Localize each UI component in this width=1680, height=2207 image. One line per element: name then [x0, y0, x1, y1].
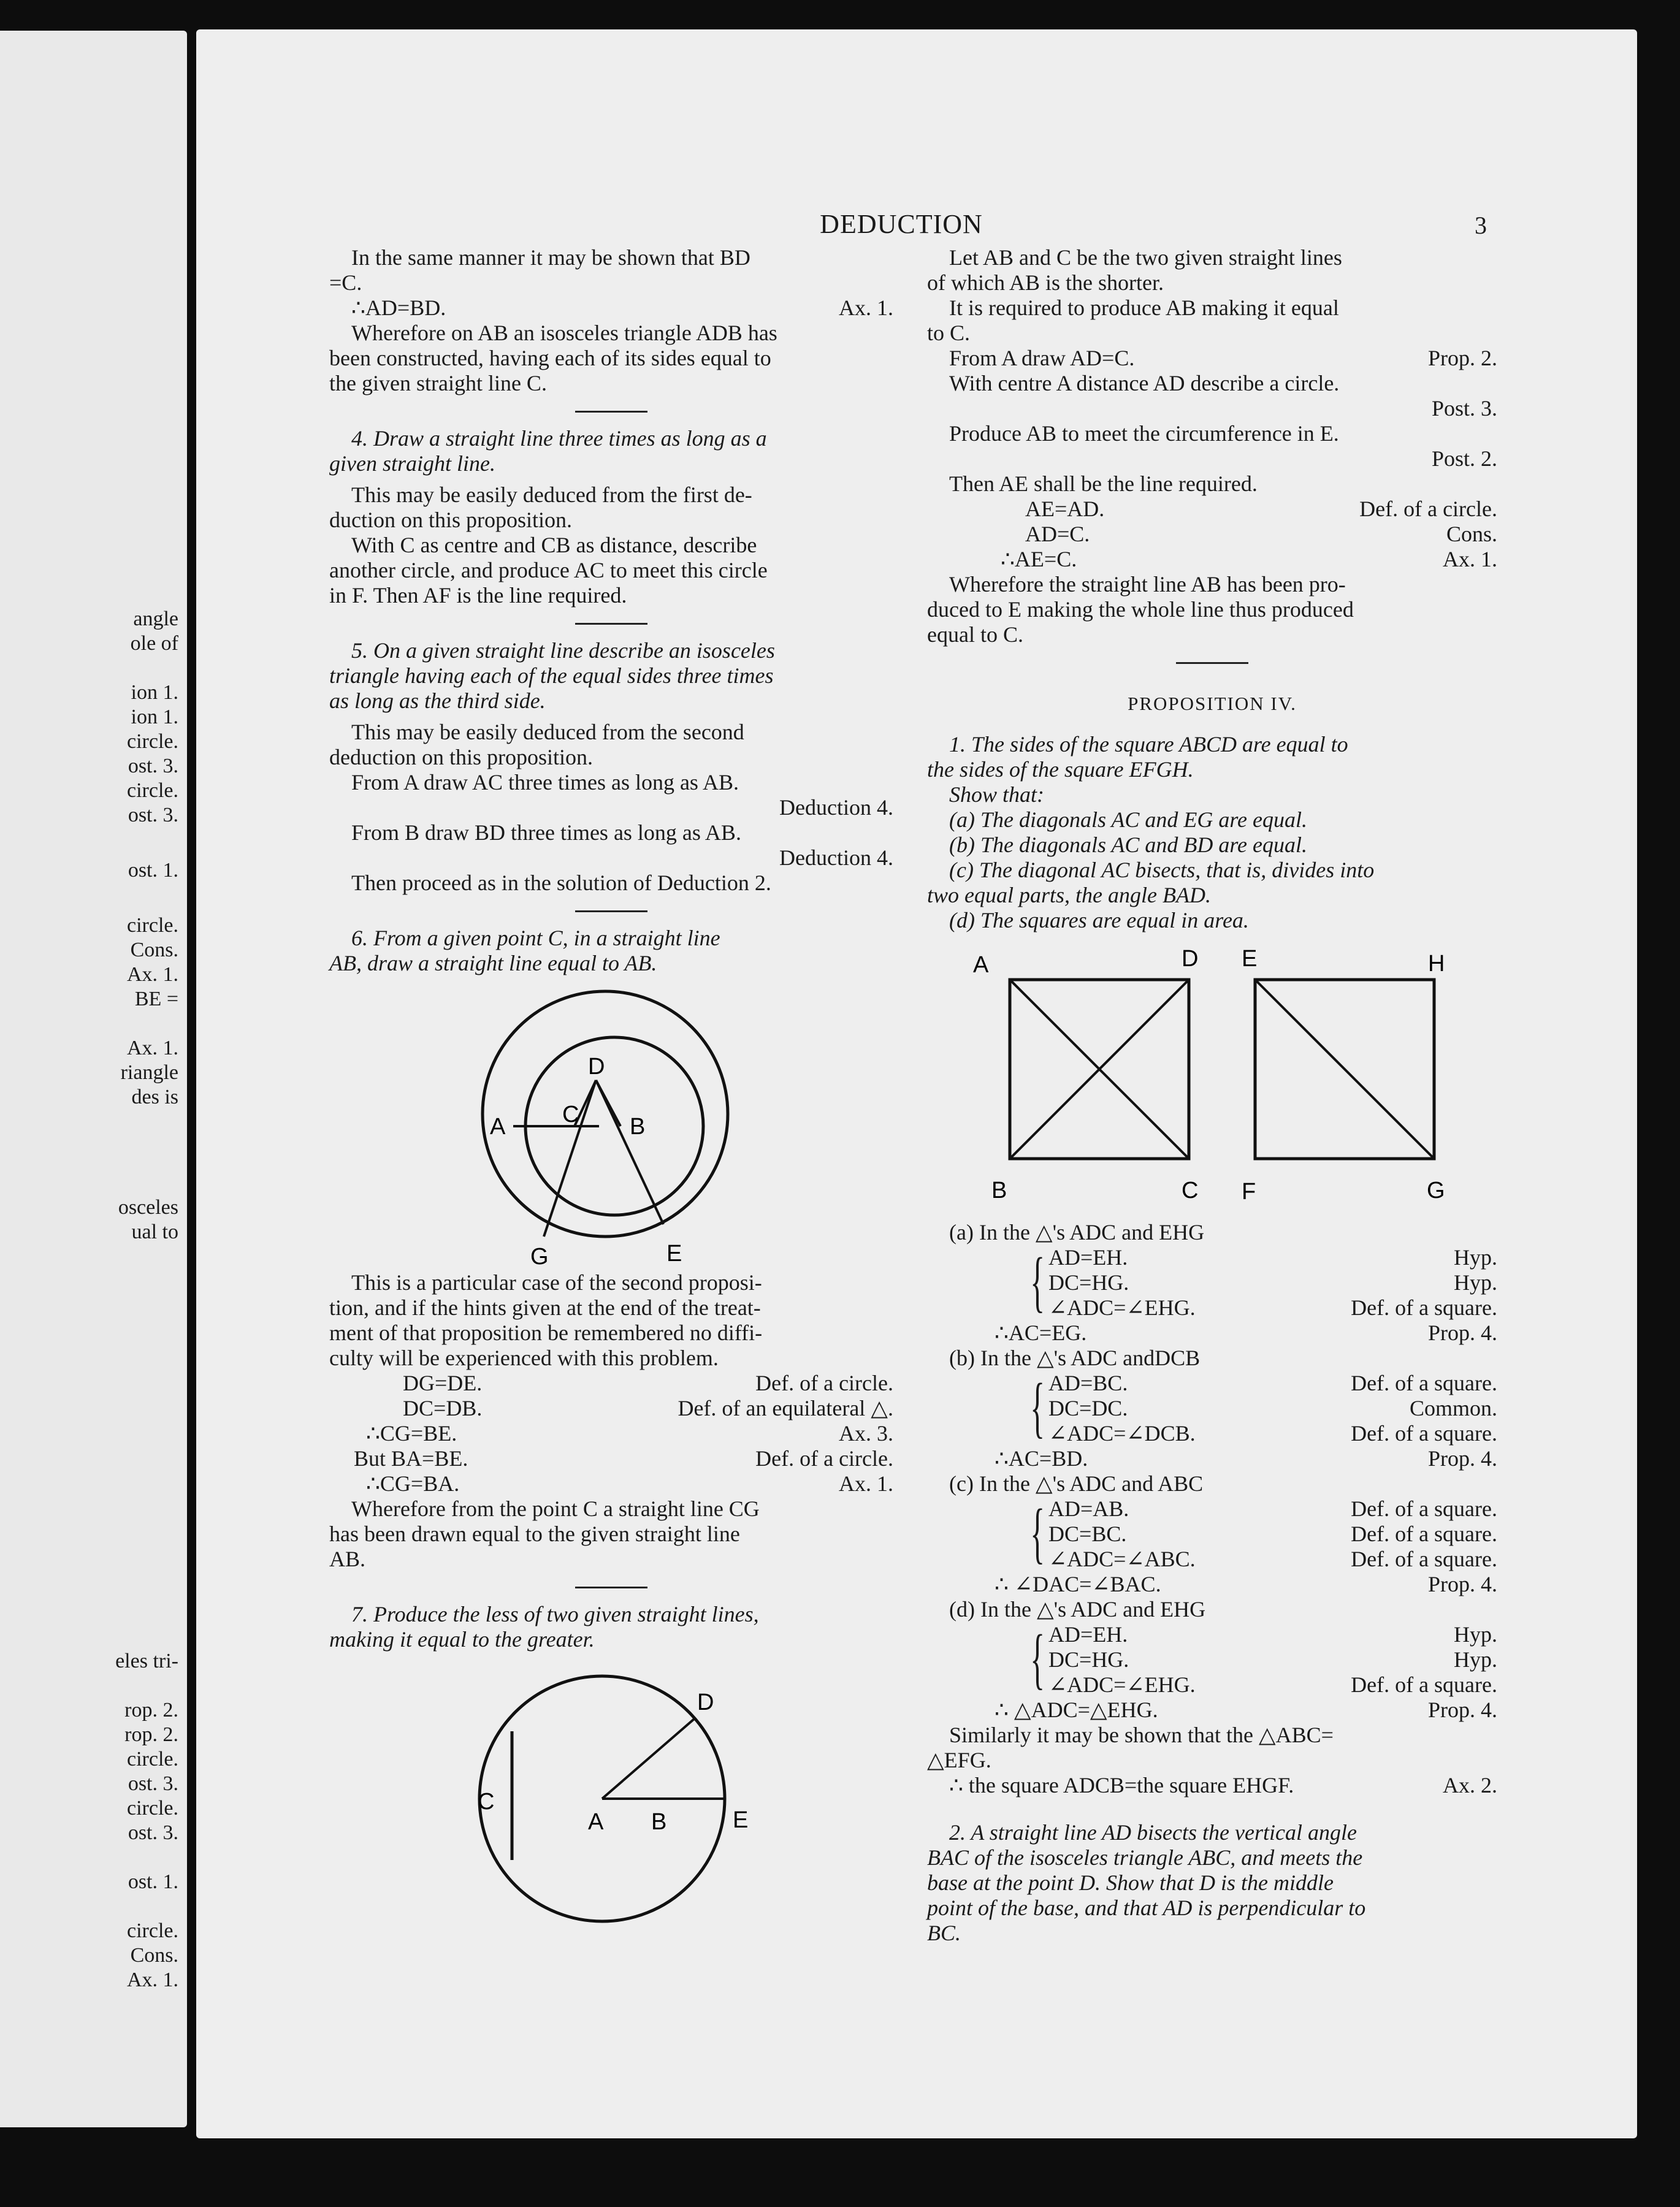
proof-step [1048, 1622, 1497, 1647]
intro-line: =C. [329, 270, 362, 295]
proposition-proofs [927, 1220, 1497, 1723]
deduction-5-statement: as long as the third side. [329, 688, 546, 713]
proof-step [1048, 1547, 1497, 1572]
left-page-fragment: osceles [118, 1196, 178, 1219]
proof-step [1048, 1396, 1497, 1421]
proof-step [927, 1698, 1497, 1723]
step-reason: Def. of an equilateral △. [678, 1396, 893, 1420]
brace-lines [1048, 1622, 1497, 1698]
step-statement: ∠ADC=∠EHG. [1048, 1295, 1196, 1320]
deduction-7-statement: making it equal to the greater. [329, 1627, 595, 1652]
left-page-fragment: ost. 3. [128, 804, 178, 826]
left-page-fragment: ole of [130, 632, 178, 655]
step-statement: ∴ △ADC=△EHG. [995, 1698, 1158, 1722]
deduction-6-figure [452, 982, 771, 1270]
step-reason: Def. of a square. [1351, 1295, 1497, 1320]
proof-block [927, 1471, 1497, 1597]
step-statement: ∴ the square ADCB=the square EHGF. [949, 1773, 1294, 1797]
brace-symbol: { [1030, 1244, 1045, 1319]
label-e: E [666, 1241, 682, 1267]
step-statement: ∴AC=EG. [995, 1321, 1087, 1345]
step-reason: Prop. 4. [1427, 1446, 1497, 1471]
proof-heading: (d) In the △'s ADC and EHG [949, 1597, 1206, 1622]
book-page [196, 29, 1637, 2138]
brace-group [1025, 1496, 1497, 1572]
proof-step [1048, 1522, 1497, 1547]
step-statement: ∴CG=BA. [366, 1471, 460, 1496]
proof-step [329, 1446, 893, 1471]
intro-line: In the same manner it may be shown that BD [351, 245, 750, 270]
label-b: B [651, 1809, 667, 1835]
label-e: E [1242, 948, 1258, 972]
conclusion-line: Wherefore on AB an isosceles triangle ADB has [351, 321, 777, 345]
step-reason: Hyp. [1454, 1270, 1497, 1295]
step-reason: Hyp. [1454, 1647, 1497, 1672]
exercise-2-statement: BAC of the isosceles triangle ABC, and meets the [927, 1845, 1363, 1870]
step-reason: Def. of a square. [1351, 1547, 1497, 1571]
left-page-fragment: circle. [127, 914, 178, 937]
similar-statement: Similarly it may be shown that the △ABC= [949, 1723, 1334, 1747]
left-page-fragment: Cons. [130, 939, 178, 961]
final-step [927, 1773, 1497, 1798]
exercise-1-statement: 1. The sides of the square ABCD are equal to [949, 732, 1348, 757]
step-statement: ∠ADC=∠DCB. [1048, 1421, 1196, 1446]
proof-step [1048, 1421, 1497, 1446]
step-statement: AD=C. [1025, 522, 1090, 546]
proof-step [1048, 1672, 1497, 1698]
deduction-5-text: From A draw AC three times as long as AB. [351, 770, 739, 795]
step-statement: ∠ADC=∠ABC. [1048, 1547, 1196, 1571]
exercise-1-part: (b) The diagonals AC and BD are equal. [949, 833, 1307, 857]
step-statement: ∴AD=BD. [351, 295, 446, 320]
step-statement: But BA=BE. [354, 1446, 468, 1471]
similar-statement: △EFG. [927, 1748, 991, 1772]
reference: Post. 2. [1431, 446, 1497, 471]
deduction-4-statement: given straight line. [329, 451, 495, 476]
left-page-fragment: des is [131, 1086, 178, 1108]
conclusion-line: the given straight line C. [329, 371, 547, 395]
deduction-6-conclusion: AB. [329, 1547, 366, 1571]
step-statement: ∴AE=C. [1001, 547, 1077, 571]
step-reason: Ax. 1. [839, 295, 893, 320]
step-statement: ∠ADC=∠EHG. [1048, 1672, 1196, 1697]
left-page-fragment: circle. [127, 779, 178, 802]
proposition-heading: PROPOSITION IV. [1128, 693, 1297, 714]
left-page-fragment: ost. 1. [128, 859, 178, 882]
label-c: C [478, 1789, 495, 1815]
left-page-fragment: ion 1. [131, 681, 178, 704]
deduction-5-text: Then proceed as in the solution of Deduction 2. [351, 871, 771, 895]
brace-lines [1048, 1371, 1497, 1446]
label-c: C [1182, 1178, 1199, 1203]
step-reason: Prop. 4. [1427, 1321, 1497, 1345]
construction-text: With centre A distance AD describe a circle. [949, 371, 1340, 395]
section-divider [575, 1587, 647, 1588]
deduction-6-proof [329, 1371, 893, 1496]
construction-text: It is required to produce AB making it equal [949, 295, 1339, 320]
deduction-5-text: deduction on this proposition. [329, 745, 593, 769]
deduction-7-figure [440, 1667, 783, 1924]
deduction-6-statement: 6. From a given point C, in a straight line [351, 926, 720, 950]
deduction-5-statement: triangle having each of the equal sides three times [329, 663, 774, 688]
brace-symbol: { [1030, 1495, 1045, 1570]
exercise-1-part: two equal parts, the angle BAD. [927, 883, 1211, 907]
deduction-7-statement: 7. Produce the less of two given straight lines, [351, 1602, 759, 1626]
left-page-fragment: ost. 3. [128, 755, 178, 777]
proof-step [927, 1446, 1497, 1471]
left-page-fragment: BE = [134, 988, 178, 1010]
label-g: G [530, 1244, 549, 1270]
step-reason: Ax. 1. [839, 1471, 893, 1496]
step-statement: DC=BC. [1048, 1522, 1127, 1546]
label-a: A [588, 1809, 604, 1835]
left-page-fragment: circle. [127, 1797, 178, 1820]
proof-step [1048, 1245, 1497, 1270]
step-reason: Ax. 2. [1443, 1773, 1497, 1797]
exercise-2-statement: base at the point D. Show that D is the middle [927, 1870, 1334, 1895]
proof-heading: (c) In the △'s ADC and ABC [949, 1471, 1204, 1496]
left-page-fragment: Ax. 1. [126, 1969, 178, 1991]
label-d: D [588, 1054, 605, 1080]
reference: Deduction 4. [779, 845, 893, 870]
step-statement: AD=EH. [1048, 1622, 1128, 1647]
step-statement: AE=AD. [1025, 497, 1105, 521]
construction-text: of which AB is the shorter. [927, 270, 1164, 295]
proof-step [329, 1396, 893, 1421]
left-page-fragment: circle. [127, 1919, 178, 1942]
deduction-4-text: This may be easily deduced from the first de- [351, 482, 752, 507]
step-reason: Prop. 4. [1427, 1698, 1497, 1722]
proof-block [927, 1597, 1497, 1723]
proof-step [329, 1421, 893, 1446]
left-page-fragment: ost. 3. [128, 1821, 178, 1844]
proof-step [927, 547, 1497, 572]
label-f: F [1242, 1179, 1256, 1205]
deduction-5-statement: 5. On a given straight line describe an isosceles [351, 638, 775, 663]
exercise-1-part: (d) The squares are equal in area. [949, 908, 1249, 932]
step-reason: Hyp. [1454, 1245, 1497, 1270]
conclusion-line: equal to C. [927, 622, 1023, 647]
proof-heading: (b) In the △'s ADC andDCB [949, 1346, 1201, 1370]
running-header [196, 208, 1637, 245]
step-reason: Def. of a square. [1351, 1421, 1497, 1446]
brace-symbol: { [1030, 1370, 1045, 1444]
exercise-2-statement: point of the base, and that AD is perpendicular to [927, 1896, 1366, 1920]
deduction-4-text: duction on this proposition. [329, 508, 572, 532]
label-a: A [490, 1114, 506, 1140]
proof-step [927, 522, 1497, 547]
step-reason: Def. of a square. [1351, 1496, 1497, 1521]
brace-group [1025, 1245, 1497, 1321]
step-reason: Prop. 2. [1427, 346, 1497, 370]
step-statement: AD=EH. [1048, 1245, 1128, 1270]
proof-step [927, 1321, 1497, 1346]
step-statement: ∴ ∠DAC=∠BAC. [995, 1572, 1161, 1596]
left-page-fragment: Ax. 1. [126, 963, 178, 986]
step-statement: AD=BC. [1048, 1371, 1128, 1395]
deduction-5-text: From B draw BD three times as long as AB. [351, 820, 741, 845]
left-column [329, 245, 893, 1924]
step-reason: Def. of a square. [1351, 1522, 1497, 1546]
left-page-fragment: circle. [127, 730, 178, 753]
left-page-fragment: ost. 3. [128, 1772, 178, 1795]
construction-text: Then AE shall be the line required. [949, 471, 1258, 496]
construction-text: to C. [927, 321, 971, 345]
left-page-fragment: angle [133, 608, 178, 630]
conclusion-line: Wherefore the straight line AB has been pro- [949, 572, 1346, 597]
left-page-fragment: rop. 2. [124, 1723, 178, 1746]
step-reason: Hyp. [1454, 1622, 1497, 1647]
proof-step [927, 497, 1497, 522]
label-h: H [1428, 951, 1445, 977]
construction-text: Let AB and C be the two given straight lines [949, 245, 1342, 270]
right-column [927, 245, 1497, 1946]
exercise-1-part: (c) The diagonal AC bisects, that is, divides into [949, 858, 1375, 882]
step-statement: DC=DB. [403, 1396, 483, 1420]
left-page-fragment: Cons. [130, 1944, 178, 1967]
step-reason: Prop. 4. [1427, 1572, 1497, 1596]
deduction-4-text: another circle, and produce AC to meet this circle [329, 558, 768, 582]
proof-step [329, 1471, 893, 1496]
deduction-6-conclusion: has been drawn equal to the given straight line [329, 1522, 740, 1546]
label-a: A [973, 952, 989, 978]
deduction-6-text: This is a particular case of the second proposi- [351, 1270, 762, 1295]
label-b: B [991, 1178, 1007, 1203]
conclusion-line: been constructed, having each of its sides equal to [329, 346, 771, 370]
label-e: E [733, 1807, 749, 1833]
step-reason: Cons. [1446, 522, 1497, 546]
step-statement: AD=AB. [1048, 1496, 1129, 1521]
label-c: C [562, 1102, 579, 1127]
deduction-4-text: With C as centre and CB as distance, describe [351, 533, 757, 557]
left-page-fragment: Ax. 1. [126, 1037, 178, 1059]
proof-step [1048, 1270, 1497, 1295]
label-b: B [630, 1114, 646, 1140]
left-page-fragment: ual to [131, 1221, 178, 1243]
brace-group [1025, 1622, 1497, 1698]
exercise-1-statement: the sides of the square EFGH. [927, 757, 1194, 782]
proof-step [927, 1572, 1497, 1597]
step-statement: DC=HG. [1048, 1647, 1129, 1672]
left-page-fragment: riangle [120, 1061, 178, 1084]
step-reason: Common. [1409, 1396, 1497, 1420]
left-page-fragment: ion 1. [131, 706, 178, 728]
step-reason: Def. of a square. [1351, 1371, 1497, 1395]
proof-step [1048, 1295, 1497, 1321]
reference: Post. 3. [1431, 396, 1497, 421]
step-statement: From A draw AD=C. [949, 346, 1135, 370]
exercise-2-statement: BC. [927, 1921, 961, 1945]
step-statement: ∴AC=BD. [995, 1446, 1088, 1471]
step-statement: ∴CG=BE. [366, 1421, 457, 1446]
step-statement: DC=HG. [1048, 1270, 1129, 1295]
proof-step [329, 1371, 893, 1396]
step-statement: DG=DE. [403, 1371, 483, 1395]
left-page-fragment: circle. [127, 1748, 178, 1771]
section-divider [575, 623, 647, 625]
previous-page-edge [0, 31, 187, 2127]
step-reason: Def. of a circle. [755, 1371, 893, 1395]
label-g: G [1427, 1178, 1445, 1203]
brace-lines [1048, 1245, 1497, 1321]
deduction-5-text: This may be easily deduced from the second [351, 720, 744, 744]
step-reason: Def. of a circle. [1359, 497, 1497, 521]
label-d: D [697, 1690, 714, 1715]
brace-group [1025, 1371, 1497, 1446]
deduction-4-text: in F. Then AF is the line required. [329, 583, 627, 608]
step-reason: Def. of a square. [1351, 1672, 1497, 1697]
exercise-2-statement: 2. A straight line AD bisects the vertical angle [949, 1820, 1357, 1845]
proof-step [1048, 1647, 1497, 1672]
section-divider [575, 411, 647, 413]
deduction-6-statement: AB, draw a straight line equal to AB. [329, 951, 657, 975]
exercise-1-statement: Show that: [949, 782, 1045, 807]
proof-block [927, 1220, 1497, 1346]
section-divider [1176, 662, 1248, 664]
deduction-4-statement: 4. Draw a straight line three times as long as a [351, 426, 767, 451]
section-divider [575, 910, 647, 912]
left-page-fragment: rop. 2. [124, 1699, 178, 1721]
construction-proof [927, 497, 1497, 572]
left-page-fragment: eles tri- [115, 1650, 178, 1672]
deduction-6-text: tion, and if the hints given at the end of the treat- [329, 1295, 761, 1320]
step-reason: Def. of a circle. [755, 1446, 893, 1471]
page-number: 3 [1475, 212, 1487, 239]
exercise-1-part: (a) The diagonals AC and EG are equal. [949, 807, 1307, 832]
proof-block [927, 1346, 1497, 1471]
brace-symbol: { [1030, 1621, 1045, 1696]
proof-heading: (a) In the △'s ADC and EHG [949, 1220, 1205, 1245]
label-d: D [1182, 948, 1199, 972]
squares-figure [936, 948, 1488, 1211]
proof-step [1048, 1496, 1497, 1522]
left-page-fragment: ost. 1. [128, 1870, 178, 1893]
step-reason: Ax. 1. [1443, 547, 1497, 571]
brace-lines [1048, 1496, 1497, 1572]
proof-step [1048, 1371, 1497, 1396]
construction-text: Produce AB to meet the circumference in E. [949, 421, 1339, 446]
proof-step [927, 346, 1497, 371]
proof-step [329, 295, 893, 321]
deduction-6-text: culty will be experienced with this problem. [329, 1346, 719, 1370]
conclusion-line: duced to E making the whole line thus produced [927, 597, 1354, 622]
deduction-6-text: ment of that proposition be remembered no diffi- [329, 1321, 763, 1345]
step-statement: DC=DC. [1048, 1396, 1128, 1420]
page-title: DEDUCTION [820, 209, 983, 239]
step-reason: Ax. 3. [839, 1421, 893, 1446]
deduction-6-conclusion: Wherefore from the point C a straight line CG [351, 1496, 760, 1521]
reference: Deduction 4. [779, 795, 893, 820]
